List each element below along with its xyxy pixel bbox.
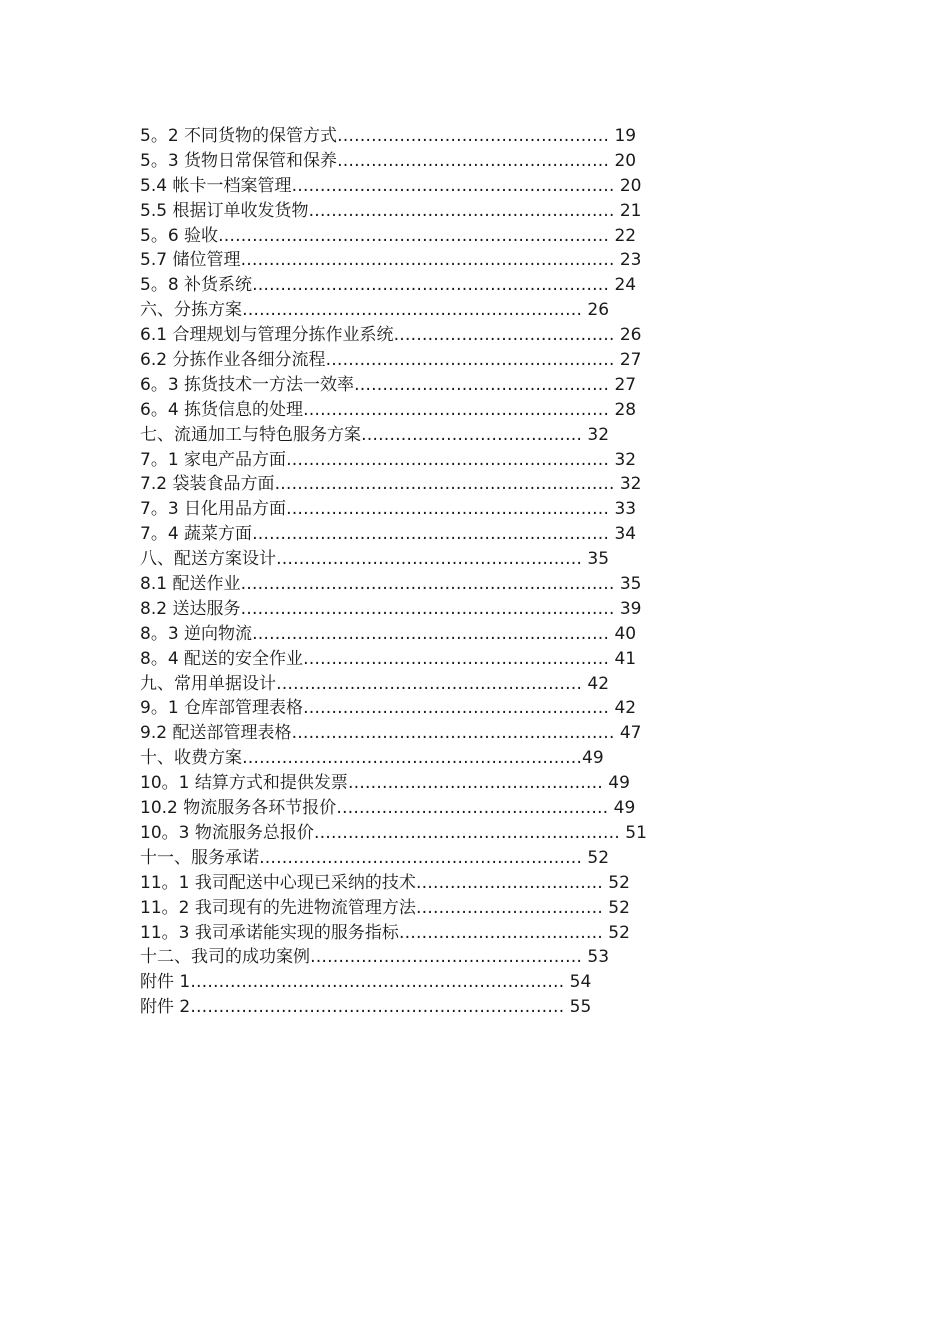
toc-entry-text: 7。1 家电产品方面………………………………………………… 32 (140, 449, 637, 470)
toc-entry (140, 497, 700, 522)
toc-entry (140, 970, 700, 995)
toc-entry-text: 附件 1………………………………………………………… 54 (140, 972, 592, 993)
toc-entry-text: 八、配送方案设计……………………………………………… 35 (140, 549, 610, 570)
toc-entry (140, 174, 700, 199)
toc-entry-text: 5。8 补货系统……………………………………………………… 24 (140, 275, 637, 296)
toc-entry-text: 7。3 日化用品方面………………………………………………… 33 (140, 499, 637, 520)
toc-entry (140, 597, 700, 622)
toc-entry (140, 522, 700, 547)
toc-entry-text: 9。1 仓库部管理表格……………………………………………… 42 (140, 698, 637, 719)
toc-entry-text: 10.2 物流服务各环节报价………………………………………… 49 (140, 798, 636, 819)
toc-entry (140, 423, 700, 448)
toc-entry (140, 547, 700, 572)
toc-entry-text: 9.2 配送部管理表格………………………………………………… 47 (140, 723, 642, 744)
toc-entry (140, 871, 700, 896)
toc-entry (140, 448, 700, 473)
toc-entry-text: 九、常用单据设计……………………………………………… 42 (140, 673, 610, 694)
toc-entry (140, 746, 700, 771)
toc-entry-text: 六、分拣方案…………………………………………………… 26 (140, 300, 610, 321)
toc-entry-text: 8。4 配送的安全作业……………………………………………… 41 (140, 648, 637, 669)
toc-entry (140, 771, 700, 796)
toc-entry (140, 821, 700, 846)
toc-entry-text: 5.5 根据订单收发货物……………………………………………… 21 (140, 200, 642, 221)
table-of-contents (140, 124, 700, 1020)
toc-entry-text: 5。2 不同货物的保管方式………………………………………… 19 (140, 126, 637, 146)
toc-entry-text: 8。3 逆向物流……………………………………………………… 40 (140, 623, 637, 644)
toc-entry-text: 十一、服务承诺………………………………………………… 52 (140, 847, 610, 868)
toc-entry-text: 5。3 货物日常保管和保养………………………………………… 20 (140, 150, 637, 171)
toc-entry (140, 398, 700, 423)
toc-entry-text: 6.2 分拣作业各细分流程…………………………………………… 27 (140, 350, 642, 371)
toc-entry (140, 622, 700, 647)
toc-entry (140, 945, 700, 970)
toc-entry-text: 5。6 验收…………………………………………………………… 22 (140, 225, 637, 246)
toc-entry-text: 附件 2………………………………………………………… 55 (140, 997, 592, 1018)
toc-entry-text: 十、收费方案……………………………………………………49 (140, 748, 604, 769)
toc-entry-text: 5.7 储位管理………………………………………………………… 23 (140, 250, 642, 271)
toc-entry (140, 124, 700, 149)
toc-entry-text: 11。2 我司现有的先进物流管理方法…………………………… 52 (140, 897, 630, 918)
toc-entry (140, 224, 700, 249)
toc-entry-text: 8.2 送达服务………………………………………………………… 39 (140, 598, 642, 619)
toc-entry-text: 8.1 配送作业………………………………………………………… 35 (140, 574, 642, 595)
toc-entry-text: 7。4 蔬菜方面……………………………………………………… 34 (140, 524, 637, 545)
toc-entry (140, 298, 700, 323)
toc-entry (140, 472, 700, 497)
toc-entry-text: 10。3 物流服务总报价……………………………………………… 51 (140, 822, 647, 843)
toc-entry-text: 6。3 拣货技术一方法一效率……………………………………… 27 (140, 374, 637, 395)
toc-entry (140, 373, 700, 398)
toc-entry (140, 323, 700, 348)
toc-entry (140, 572, 700, 597)
toc-entry (140, 273, 700, 298)
toc-entry-text: 11。3 我司承诺能实现的服务指标……………………………… 52 (140, 922, 630, 943)
toc-entry (140, 846, 700, 871)
toc-entry (140, 248, 700, 273)
toc-entry-text: 七、流通加工与特色服务方案………………………………… 32 (140, 424, 610, 445)
toc-entry (140, 696, 700, 721)
toc-entry (140, 995, 700, 1020)
toc-entry (140, 199, 700, 224)
toc-entry (140, 647, 700, 672)
toc-entry (140, 149, 700, 174)
toc-entry (140, 348, 700, 373)
toc-entry (140, 921, 700, 946)
toc-entry-text: 11。1 我司配送中心现已采纳的技术…………………………… 52 (140, 872, 630, 893)
toc-entry-text: 6。4 拣货信息的处理……………………………………………… 28 (140, 399, 637, 420)
toc-entry-text: 十二、我司的成功案例………………………………………… 53 (140, 947, 610, 968)
toc-entry-text: 5.4 帐卡一档案管理………………………………………………… 20 (140, 175, 642, 196)
toc-entry-text: 6.1 合理规划与管理分拣作业系统………………………………… 26 (140, 325, 642, 346)
toc-entry (140, 721, 700, 746)
toc-entry (140, 796, 700, 821)
toc-entry (140, 672, 700, 697)
toc-entry-text: 7.2 袋装食品方面…………………………………………………… 32 (140, 474, 642, 495)
toc-entry-text: 10。1 结算方式和提供发票……………………………………… 49 (140, 773, 630, 794)
toc-entry (140, 896, 700, 921)
